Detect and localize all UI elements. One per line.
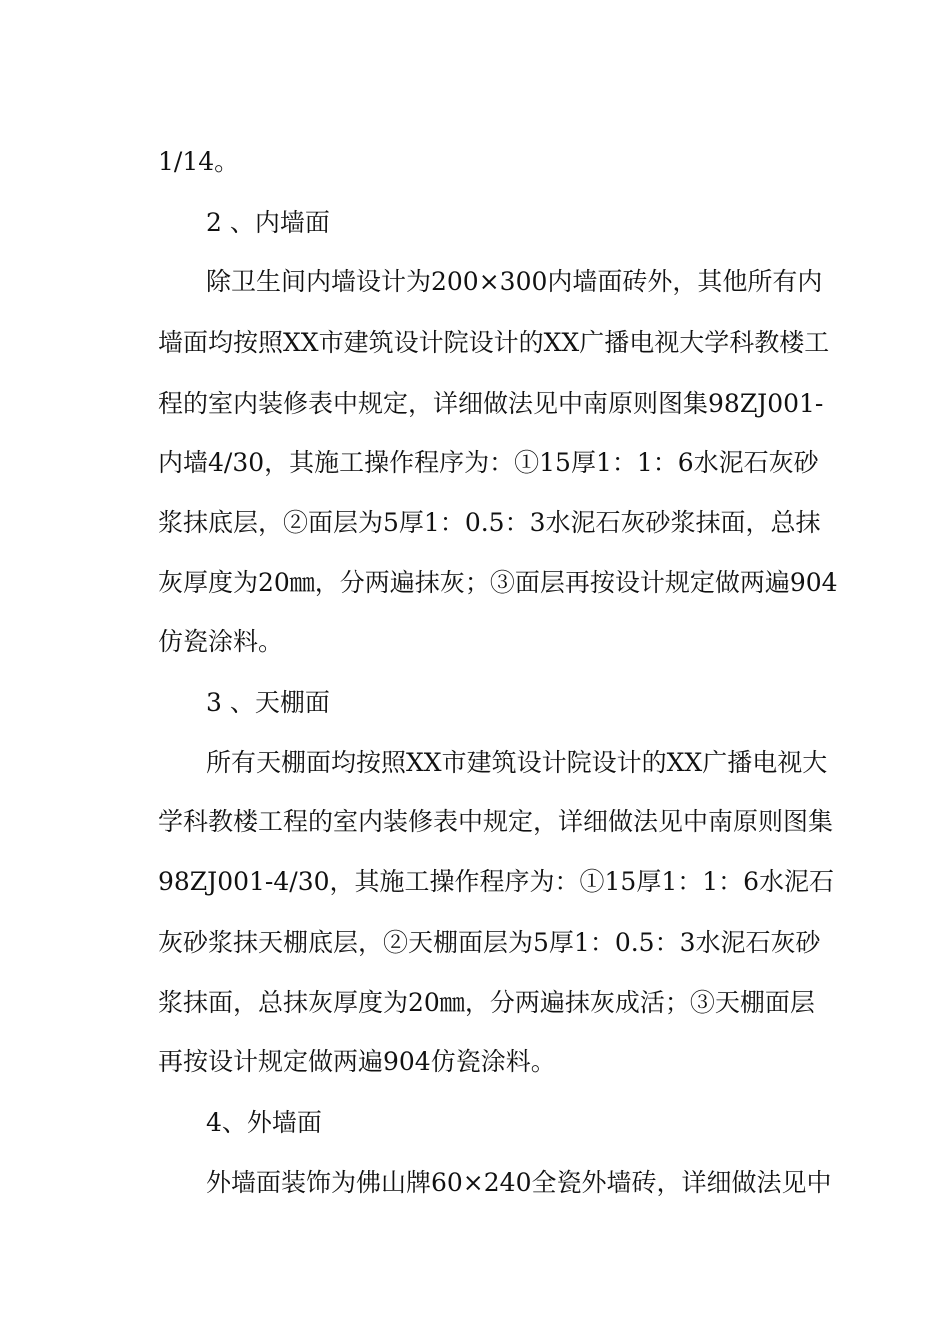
paragraph-line: 所有天棚面均按照XX市建筑设计院设计的XX广播电视大: [206, 748, 828, 777]
paragraph-line: 墙面均按照XX市建筑设计院设计的XX广播电视大学科教楼工: [158, 328, 830, 357]
section-heading-inner-wall: 2 、内墙面: [206, 208, 330, 237]
paragraph-line: 内墙4/30，其施工操作程序为：①15厚1：1：6水泥石灰砂: [158, 448, 819, 477]
paragraph-line: 98ZJ001-4/30，其施工操作程序为：①15厚1：1：6水泥石: [158, 867, 835, 896]
paragraph-line: 仿瓷涂料。: [158, 627, 284, 656]
paragraph-line: 灰砂浆抹天棚底层，②天棚面层为5厚1：0.5：3水泥石灰砂: [158, 928, 821, 957]
paragraph-line: 外墙面装饰为佛山牌60×240全瓷外墙砖，详细做法见中: [206, 1168, 832, 1197]
paragraph-line: 浆抹面，总抹灰厚度为20㎜，分两遍抹灰成活；③天棚面层: [158, 988, 815, 1017]
paragraph-line: 灰厚度为20㎜，分两遍抹灰；③面层再按设计规定做两遍904: [158, 568, 838, 597]
paragraph-line: 除卫生间内墙设计为200×300内墙面砖外，其他所有内: [206, 267, 823, 296]
section-heading-ceiling: 3 、天棚面: [206, 688, 330, 717]
text-line: 1/14。: [158, 147, 240, 176]
paragraph-line: 程的室内装修表中规定，详细做法见中南原则图集98ZJ001-: [158, 389, 824, 418]
section-heading-exterior-wall: 4、外墙面: [206, 1108, 322, 1137]
paragraph-line: 再按设计规定做两遍904仿瓷涂料。: [158, 1047, 556, 1076]
paragraph-line: 学科教楼工程的室内装修表中规定，详细做法见中南原则图集: [158, 807, 834, 836]
paragraph-line: 浆抹底层，②面层为5厚1：0.5：3水泥石灰砂浆抹面，总抹: [158, 508, 821, 537]
